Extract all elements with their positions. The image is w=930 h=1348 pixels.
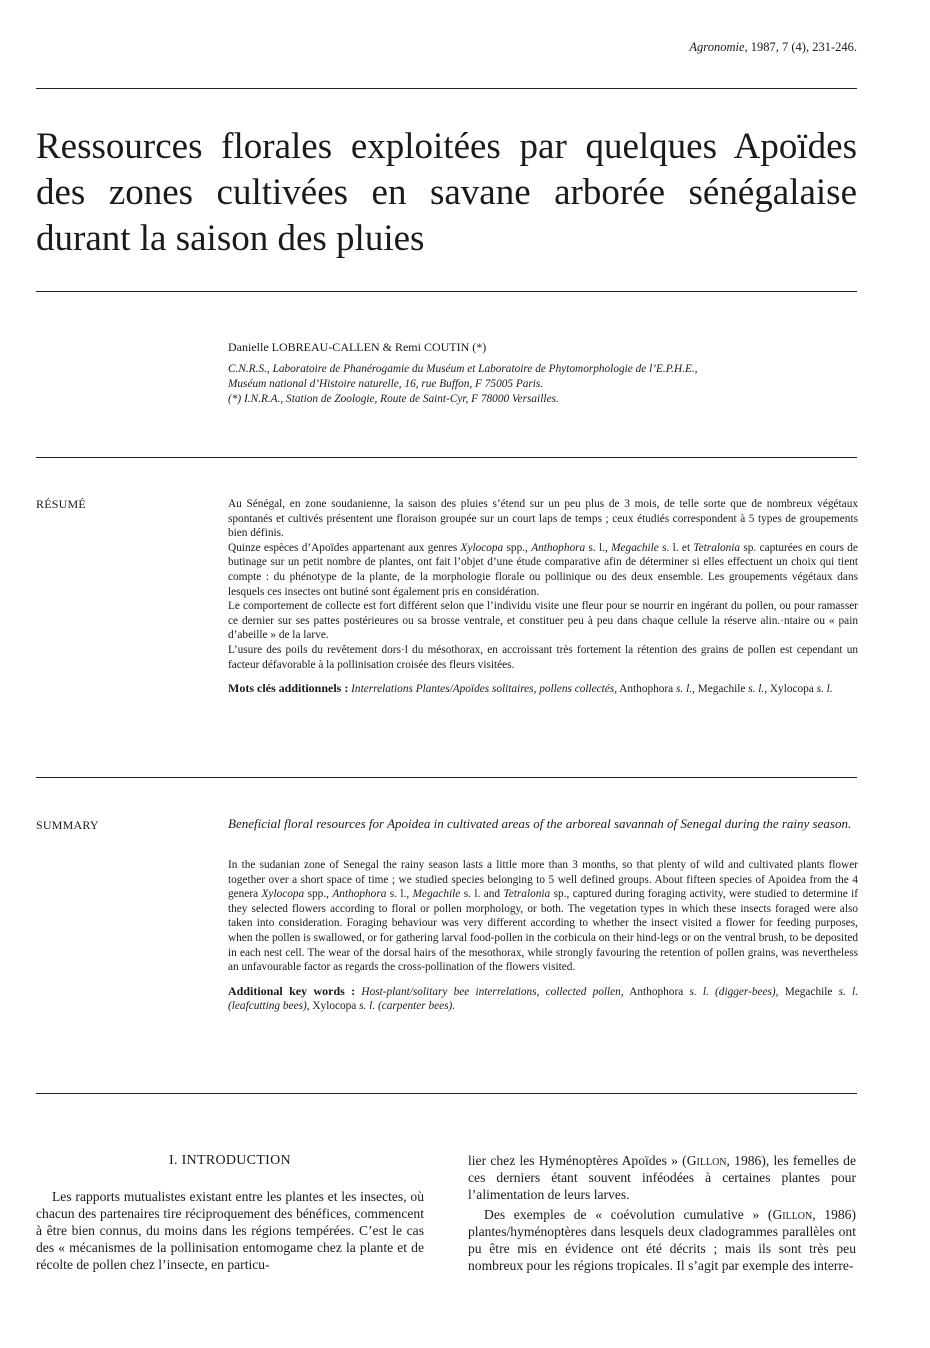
body-column-right: [468, 1152, 856, 1274]
summary-abstract: [228, 858, 858, 1014]
resume-label: RÉSUMÉ: [36, 497, 86, 511]
summary-keywords: Additional key words : Host-plant/solitary bee interrelations, collected pollen, Anthophora s. l. (digger-bees), Megachile s. l. (leafcutting bees), Xylocopa s. l. (carpenter bees).: [228, 983, 859, 1013]
divider: [36, 88, 857, 89]
body-column-left: [36, 1188, 424, 1273]
resume-keywords: Mots clés additionnels : Interrelations Plantes/Apoïdes solitaires, pollens collectés, Anthophora s. l., Megachile s. l., Xylocopa s. l.: [228, 681, 833, 696]
resume-paragraph: L’usure des poils du revêtement dors·l du mésothorax, en accroissant très fortement la rétention des grains de pollen est cependant un facteur défavorable à la pollinisation croisée des fleurs visitées.: [228, 643, 858, 671]
divider: [36, 457, 857, 458]
affiliation-line: C.N.R.S., Laboratoire de Phanérogamie du Muséum et Laboratoire de Phytomorphologie de l’E.P.H.E.,: [228, 363, 698, 375]
affiliation-line: Muséum national d’Histoire naturelle, 16, rue Buffon, F 75005 Paris.: [228, 378, 544, 390]
summary-label: SUMMARY: [36, 818, 99, 832]
affiliations: [228, 362, 858, 407]
resume-abstract: [228, 497, 858, 697]
divider: [36, 777, 857, 778]
author-list: Danielle LOBREAU-CALLEN & Remi COUTIN (*): [228, 340, 487, 354]
affiliation-line: (*) I.N.R.A., Station de Zoologie, Route de Saint-Cyr, F 78000 Versailles.: [228, 393, 559, 405]
journal-reference: Agronomie, 1987, 7 (4), 231-246.: [689, 40, 857, 54]
divider: [36, 1093, 857, 1094]
divider: [36, 291, 857, 292]
paper-title: Ressources florales exploitées par quelques Apoïdes des zones cultivées en savane arborée sénégalaise durant la saison des pluies: [36, 126, 857, 259]
body-paragraph: Des exemples de « coévolution cumulative » (Gillon, 1986) plantes/hyménoptères dans lesquels deux cladogrammes parallèles ont pu être mis en évidence ont été décrits ; mais ils sont très peu nombreux pour les régions tropicales. Il s’agit par exemple des interre-: [468, 1207, 856, 1273]
resume-paragraph: Au Sénégal, en zone soudanienne, la saison des pluies s’étend sur un peu plus de 3 mois, de telle sorte que de nombreux végétaux spontanés et cultivés présentent une floraison groupée sur un court laps de temps ; ceux étudiés correspondent à 5 types de groupements bien définis.: [228, 498, 858, 540]
summary-paragraph: In the sudanian zone of Senegal the rainy season lasts a little more than 3 months, so that plenty of wild and cultivated plants flower together over a short space of time ; we studied species belonging to 5 well defined groups. About fifteen species of Apoidea from the 4 genera Xylocopa spp., Anthophora s. l., Megachile s. l. and Tetralonia sp., captured during foraging activity, were studied to determine if they selected flowers according to floral or pollen morphology, or both. The vegetation types in which these insects foraged were also taken into consideration. Foraging behaviour was very different according to whether the insect visited a flower for feeding purposes, when the pollen is swallowed, or for gathering larval food-pollen in the corbicula on their hind-legs or on the ventral brush, to be deposited in each nest cell. The wear of the dorsal hairs of the mesothorax, while strongly favouring the retention of pollen grains, was nevertheless an unfavourable factor as regards the cross-pollination of the flowers visited.: [228, 859, 859, 974]
resume-paragraph: Le comportement de collecte est fort différent selon que l’individu visite une fleur pour se nourrir en ingérant du pollen, ou pour ramasser ce dernier sur ses pattes postérieures ou sa brosse ventrale, et constituer peu à peu dans chaque cellule la réserve alin.·ntaire ou « pain d’abeille » de la larve.: [228, 600, 858, 642]
summary-title: Beneficial floral resources for Apoidea in cultivated areas of the arboreal savannah of Senegal during the rainy season.: [228, 816, 852, 831]
section-heading: I. INTRODUCTION: [169, 1153, 291, 1168]
body-paragraph: lier chez les Hyménoptères Apoïdes » (Gillon, 1986), les femelles de ces derniers étant souvent inféodées à certaines plantes pour l’alimentation de leurs larves.: [468, 1153, 856, 1202]
resume-paragraph: Quinze espèces d’Apoïdes appartenant aux genres Xylocopa spp., Anthophora s. l., Megachile s. l. et Tetralonia sp. capturées en cours de butinage sur un petit nombre de plantes, ont fait l’objet d’une étude comparative afin de déterminer si elles effectuent un choix qui tient compte : du phénotype de la plante, de la morphologie florale ou pollinique ou des deux ensemble. Les groupements végétaux dans lesquels ces insectes ont butiné sont également pris en considération.: [228, 541, 858, 598]
body-paragraph: Les rapports mutualistes existant entre les plantes et les insectes, où chacun des partenaires tire réciproquement des bénéfices, commencent à être bien connus, du moins dans les régions tempérées. C’est le cas des « mécanismes de la pollinisation entomogame chez la plante et de récolte de pollen chez l’insecte, en particu-: [36, 1189, 424, 1272]
